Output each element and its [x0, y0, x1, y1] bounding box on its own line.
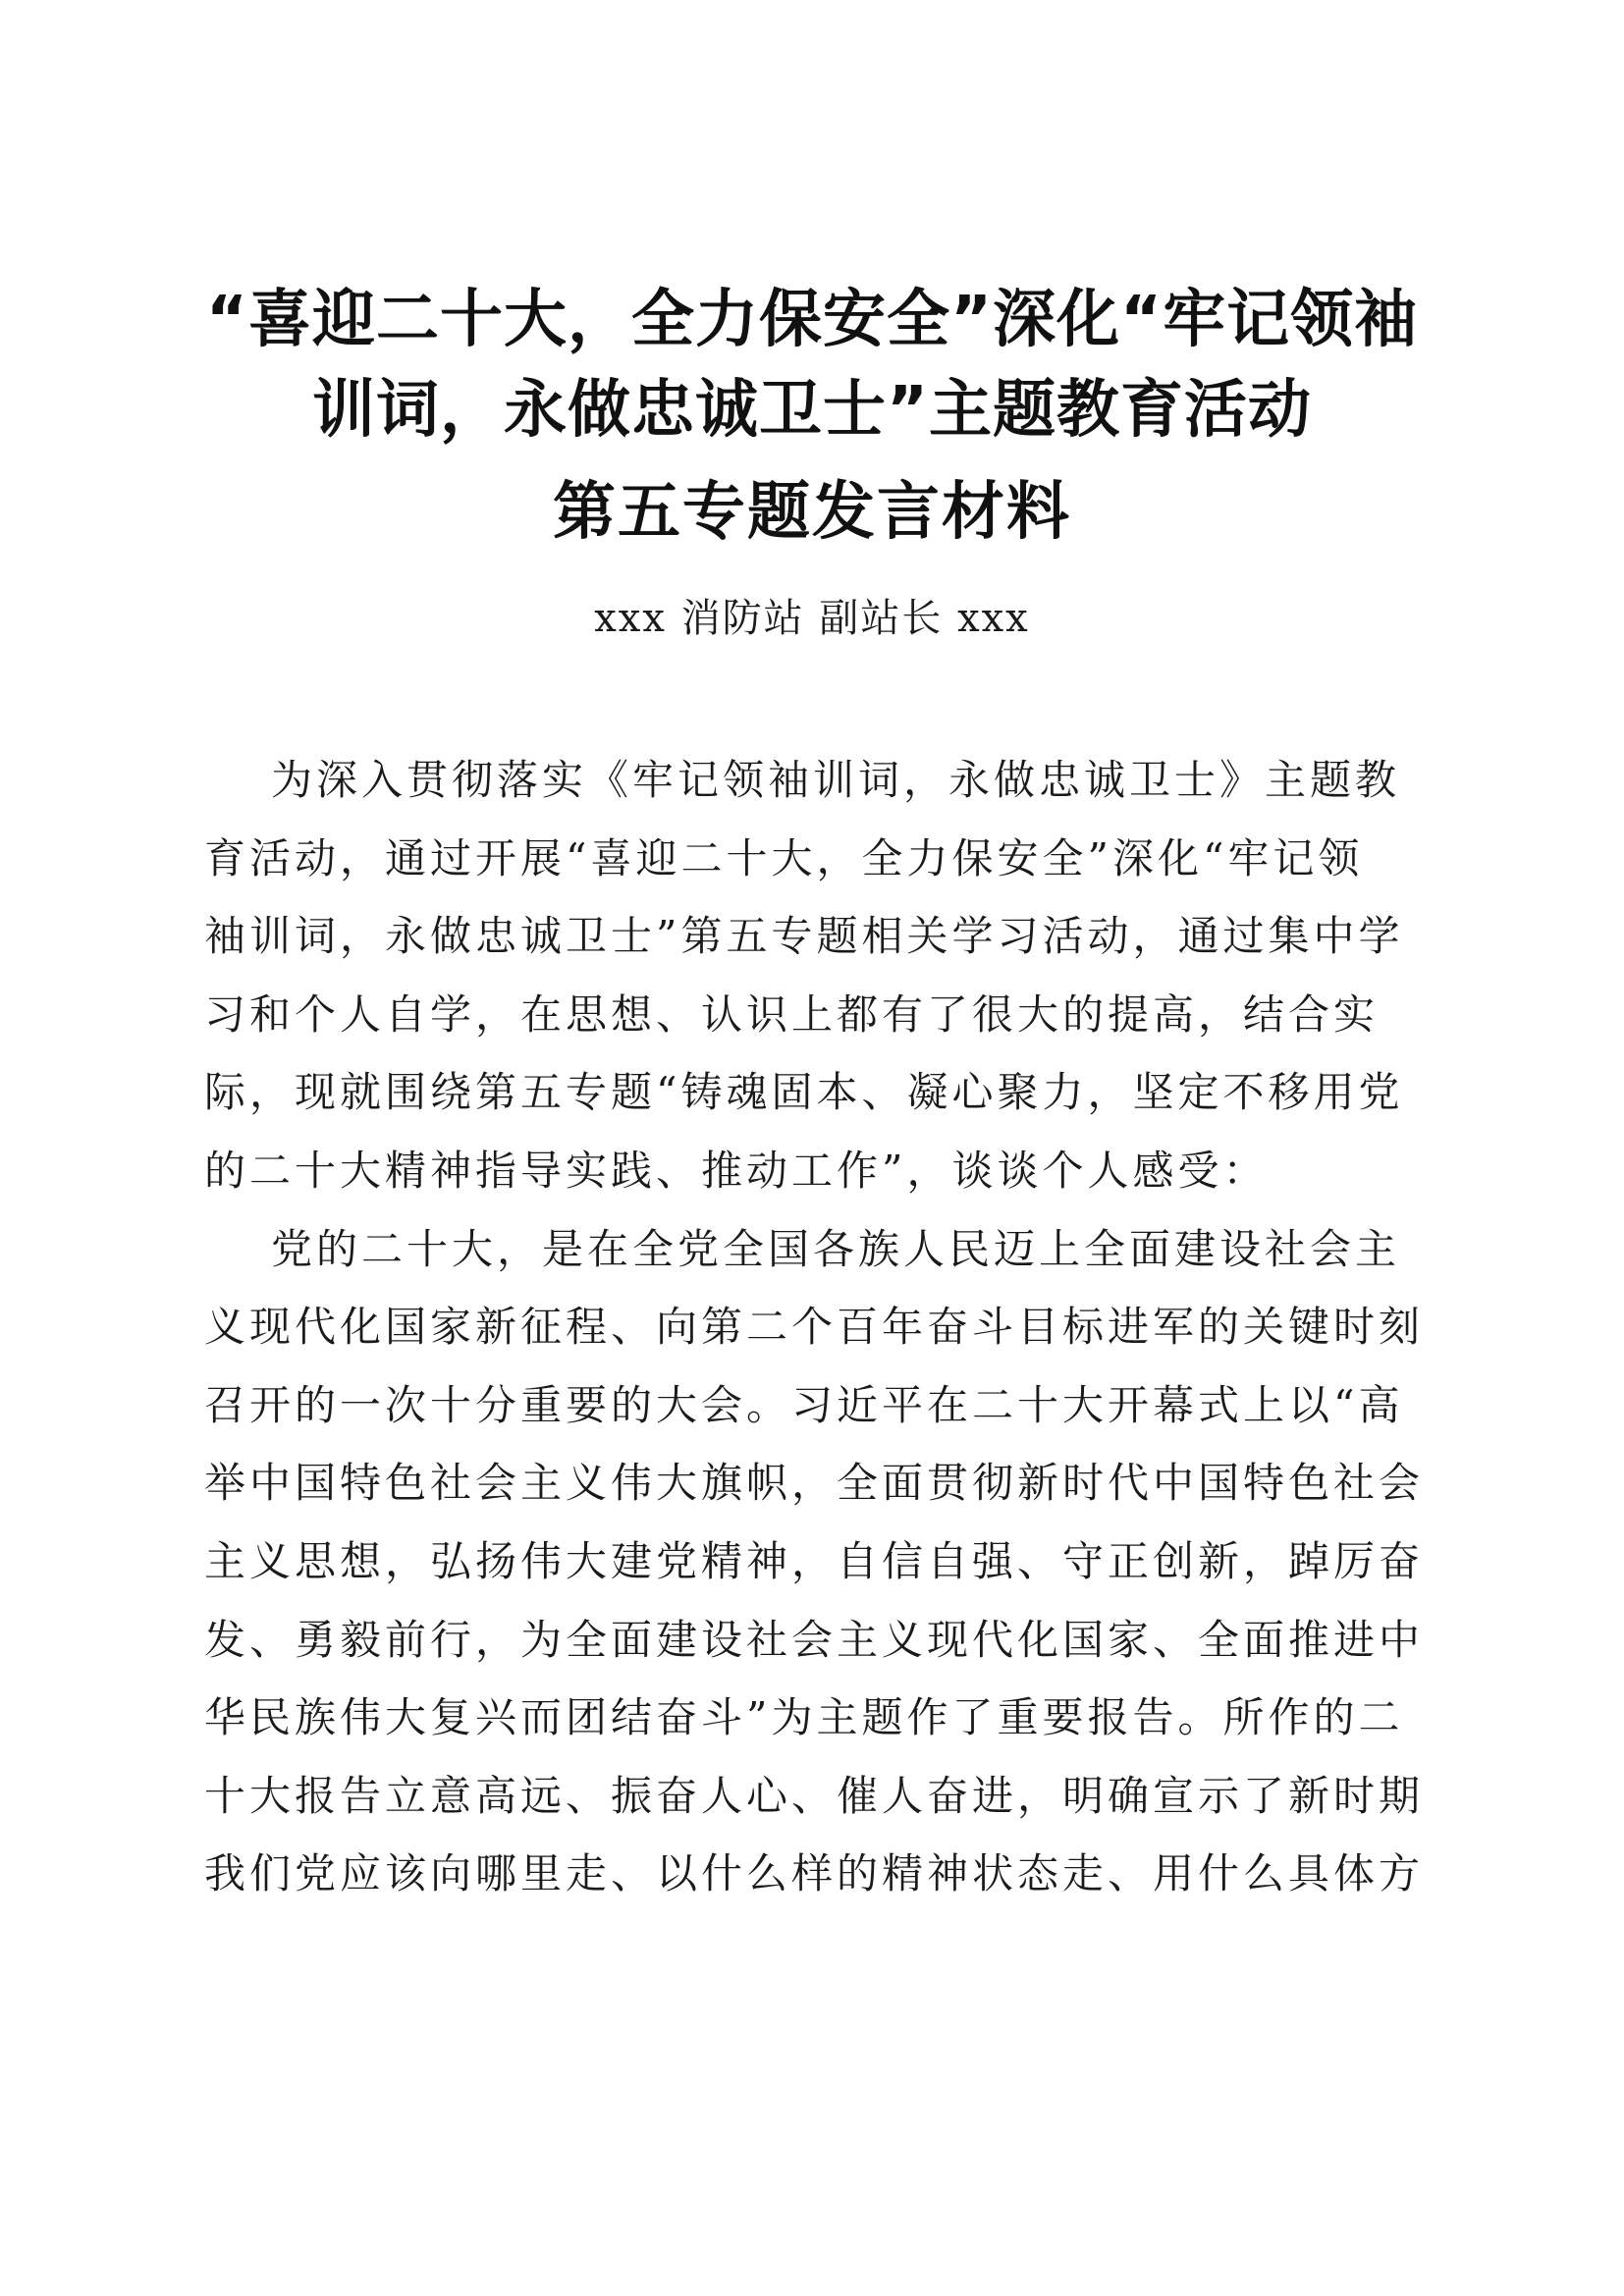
page-title-line-2: 训词，永做忠诚卫士”主题教育活动 — [311, 374, 1313, 447]
paragraph-line: 为深入贯彻落实《牢记领袖训词，永做忠诚卫士》主题教 — [271, 756, 1401, 804]
title-block — [196, 275, 1428, 558]
paragraph-line: 义现代化国家新征程、向第二个百年奋斗目标进军的关键时刻 — [204, 1303, 1425, 1352]
paragraph-line: 的二十大精神指导实践、推动工作”，谈谈个人感受： — [204, 1146, 1269, 1195]
paragraph-line: 习和个人自学，在思想、认识上都有了很大的提高，结合实 — [204, 989, 1380, 1039]
paragraph-line: 育活动，通过开展“喜迎二十大，全力保安全”深化“牢记领 — [204, 833, 1364, 882]
paragraph-line: 十大报告立意高远、振奋人心、催人奋进，明确宣示了新时期 — [204, 1771, 1425, 1820]
paragraph-line: 召开的一次十分重要的大会。习近平在二十大开幕式上以“高 — [204, 1380, 1404, 1429]
page-title-line-1: “喜迎二十大，全力保安全”深化“牢记领袖 — [205, 284, 1419, 356]
author-line: xxx 消防站 副站长 xxx — [594, 596, 1030, 641]
paragraph-line: 举中国特色社会主义伟大旗帜，全面贯彻新时代中国特色社会 — [204, 1459, 1425, 1508]
paragraph-line: 党的二十大，是在全党全国各族人民迈上全面建设社会主 — [271, 1224, 1401, 1273]
paragraph-1 — [204, 741, 1404, 1210]
paragraph-line: 发、勇毅前行，为全面建设社会主义现代化国家、全面推进中 — [204, 1615, 1425, 1664]
paragraph-line: 华民族伟大复兴而团结奋斗”为主题作了重要报告。所作的二 — [204, 1693, 1404, 1742]
paragraph-line: 我们党应该向哪里走、以什么样的精神状态走、用什么具体方 — [204, 1849, 1425, 1898]
page-subtitle: 第五专题发言材料 — [553, 476, 1071, 549]
paragraph-line: 际，现就围绕第五专题“铸魂固本、凝心聚力，坚定不移用党 — [204, 1068, 1404, 1117]
paragraph-2 — [204, 1210, 1425, 1913]
body-text — [204, 741, 1425, 1913]
paragraph-line: 袖训词，永做忠诚卫士”第五专题相关学习活动，通过集中学 — [204, 912, 1404, 961]
paragraph-line: 主义思想，弘扬伟大建党精神，自信自强、守正创新，踔厉奋 — [204, 1536, 1425, 1585]
